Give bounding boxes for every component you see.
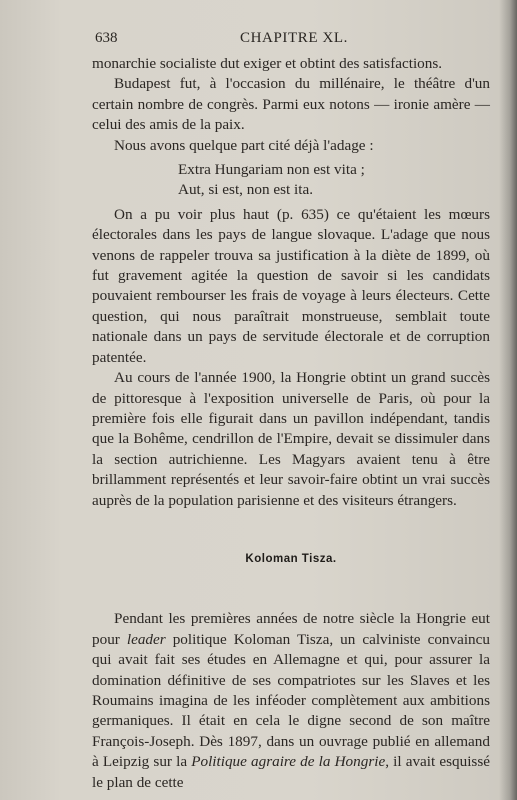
latin-quote xyxy=(92,160,490,201)
paragraph-tisza-part-a: Pendant les premières années de notre siècle la Hongrie eut pour xyxy=(92,610,490,648)
paragraph-continuation: monarchie socialiste dut exiger et obtint des satisfactions. xyxy=(92,55,443,72)
paragraph-budapest: Budapest fut, à l'occasion du millénaire, le théâtre d'un certain nombre de congrès. Parmi eux notons — ironie amère — celui des amis de la paix. xyxy=(92,75,490,134)
page-body xyxy=(92,54,490,793)
paragraph-tisza-part-c: , il avait esquissé le plan de cette xyxy=(92,753,490,791)
page-number: 638 xyxy=(95,30,118,46)
paragraph-exposition: Au cours de l'année 1900, la Hongrie obtint un grand succès de pittoresque à l'exposition universelle de Paris, où pour la première fois elle figurait dans un pavillon indépendant, tandis que la Bohême, cendrillon de l'Empire, devait se dissimuler dans la section autrichienne. Les Magyars avaient tenu à être brillamment représentés et leur savoir-faire obtint un vrai succès auprès de la population parisienne et des visiteurs étrangers. xyxy=(92,369,490,509)
paragraph-tisza xyxy=(92,609,490,793)
paragraph-adage-intro: Nous avons quelque part cité déjà l'adage : xyxy=(114,136,374,154)
paragraph-electoral: On a pu voir plus haut (p. 635) ce qu'étaient les mœurs électorales dans les pays de langue slovaque. L'adage que nous venons de rappeler trouva sa justification à la diète de 1899, où fut gravement agitée la question de savoir si les candidats pouvaient rembourser les frais de voyage à leurs électeurs. Cette question, qui nous paraîtrait monstrueuse, semblait toute nationale dans un pays de servitude électorale et de corruption patentée. xyxy=(92,205,490,366)
book-title-italic: Politique agraire de la Hongrie xyxy=(191,753,386,771)
paragraph-tisza-part-b: politique Koloman Tisza, un calviniste convaincu qui avait fait ses études en Allemagne et qui, pour assurer la domination définitive de ses compatriotes sur les Slaves et les Roumains imagina de les inféoder complètement aux ambitions germaniques. Il était en cela le digne second de son maître François-Joseph. Dès 1897, dans un ouvrage publié en allemand à Leipzig sur la xyxy=(92,630,490,771)
page-edge-shadow xyxy=(499,0,517,800)
section-title: Koloman Tisza. xyxy=(245,552,337,565)
quote-line-1: Extra Hungariam non est vita ; xyxy=(178,161,365,179)
running-head: CHAPITRE XL. xyxy=(240,30,349,46)
quote-line-2: Aut, si est, non est ita. xyxy=(178,181,313,199)
leader-italic: leader xyxy=(126,630,166,648)
